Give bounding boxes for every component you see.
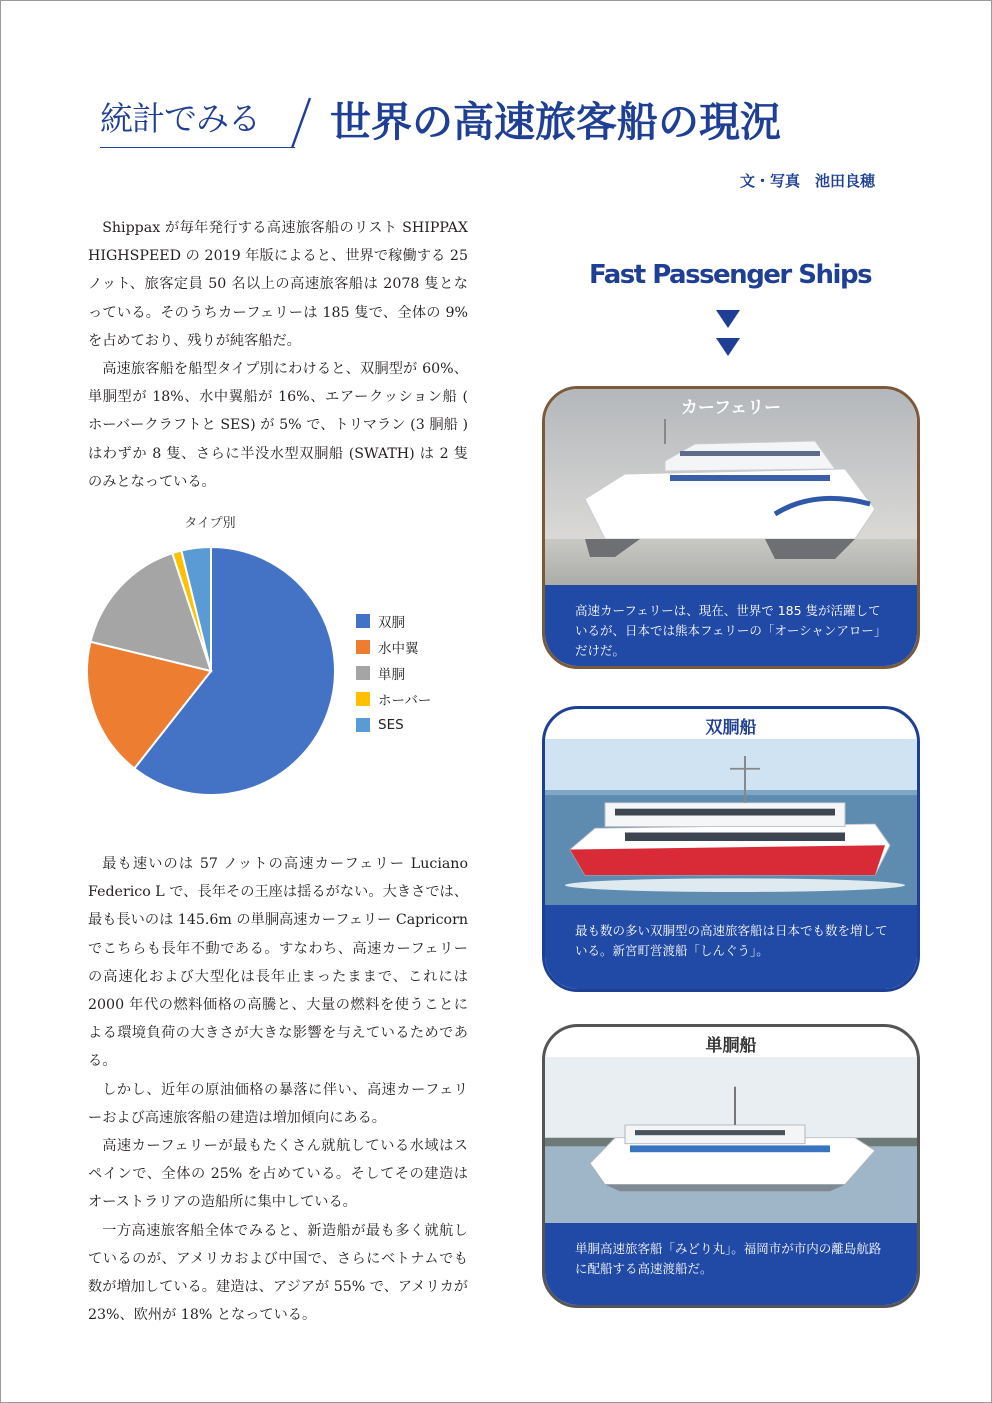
arrow-down-icon bbox=[716, 338, 740, 356]
legend-item bbox=[356, 634, 431, 660]
series-title: 統計でみる bbox=[100, 99, 260, 138]
legend-label: 水中翼 bbox=[378, 641, 419, 657]
chart-title: タイプ別 bbox=[184, 516, 236, 531]
paragraph: 最も速いのは 57 ノットの高速カーフェリー Luciano Federico L で、長年その王座は揺るがない。大きさでは、最も長いのは 145.6m の単胴高速カーフェリー Capricorn でこちらも長年不動である。すなわち、高速カーフェリーの高速化および大型化は長年止まったままで、これには 2000 年代の燃料価格の高騰と、大量の燃料を使うことによる環境負荷の大きさが大きな影響を与えているためである。 bbox=[88, 856, 468, 1070]
legend-swatch bbox=[356, 640, 370, 654]
paragraph: 高速カーフェリーが最もたくさん就航している水域はスペインで、全体の 25% を占めている。そしてその建造はオーストラリアの造船所に集中している。 bbox=[88, 1138, 468, 1211]
main-title: 世界の高速旅客船の現況 bbox=[330, 98, 781, 146]
legend-label: ホーバー bbox=[378, 693, 432, 709]
paragraph: 高速旅客船を船型タイプ別にわけると、双胴型が 60%、単胴型が 18%、水中翼船が 16%、エアークッション船 ( ホーバークラフトと SES) が 5% で、トリマラン (3 胴船 ) はわずか 8 隻、さらに半没水型双胴船 (SWATH) は 2 隻のみとなっている。 bbox=[88, 361, 468, 490]
legend-label: 双胴 bbox=[378, 615, 405, 631]
legend-item bbox=[356, 608, 431, 634]
monohull-photo bbox=[545, 1057, 917, 1227]
legend-item bbox=[356, 660, 431, 686]
paragraph: 一方高速旅客船全体でみると、新造船が最も多く就航しているのが、アメリカおよび中国で、さらにベトナムでも数が増加している。建造は、アジアが 55% で、アメリカが 23%、欧州が 18% となっている。 bbox=[88, 1222, 468, 1324]
legend-item bbox=[356, 712, 431, 738]
sidebar-heading: Fast Passenger Ships bbox=[588, 260, 872, 290]
title-underline bbox=[100, 147, 295, 148]
legend-swatch bbox=[356, 666, 370, 680]
paragraph: Shippax が毎年発行する高速旅客船のリスト SHIPPAX HIGHSPEED の 2019 年版によると、世界で稼働する 25 ノット、旅客定員 50 名以上の高速旅客船は 2078 隻となっている。そのうちカーフェリーは 185 隻で、全体の 9% を占めており、残りが純客船だ。 bbox=[88, 220, 468, 349]
pie-chart bbox=[85, 545, 337, 797]
legend-swatch bbox=[356, 614, 370, 628]
byline: 文・写真 池田良穂 bbox=[739, 172, 875, 190]
legend-label: 単胴 bbox=[378, 667, 405, 683]
card-catamaran bbox=[542, 706, 920, 992]
body-text bbox=[88, 850, 468, 1329]
chart-legend bbox=[356, 608, 431, 738]
legend-swatch bbox=[356, 692, 370, 706]
card-title: 双胴船 bbox=[705, 718, 757, 738]
card-caption: 高速カーフェリーは、現在、世界で 185 隻が活躍しているが、日本では熊本フェリーの「オーシャンアロー」だけだ。 bbox=[545, 585, 917, 669]
card-title: カーフェリー bbox=[680, 398, 782, 418]
card-monohull bbox=[542, 1024, 920, 1308]
paragraph: しかし、近年の原油価格の暴落に伴い、高速カーフェリーおよび高速旅客船の建造は増加傾向にある。 bbox=[88, 1081, 468, 1126]
card-caption: 単胴高速旅客船「みどり丸」。福岡市が市内の離島航路に配船する高速渡船だ。 bbox=[545, 1223, 917, 1308]
intro-text bbox=[88, 214, 468, 496]
catamaran-photo bbox=[545, 739, 917, 909]
card-car-ferry bbox=[542, 386, 920, 669]
legend-swatch bbox=[356, 718, 370, 732]
arrow-down-icon bbox=[716, 310, 740, 328]
card-caption: 最も数の多い双胴型の高速旅客船は日本でも数を増している。新宮町営渡船「しんぐう」。 bbox=[545, 905, 917, 992]
card-title: 単胴船 bbox=[705, 1036, 757, 1056]
legend-item bbox=[356, 686, 431, 712]
title-slash bbox=[280, 92, 320, 152]
car-ferry-photo bbox=[545, 389, 917, 589]
legend-label: SES bbox=[378, 717, 404, 733]
